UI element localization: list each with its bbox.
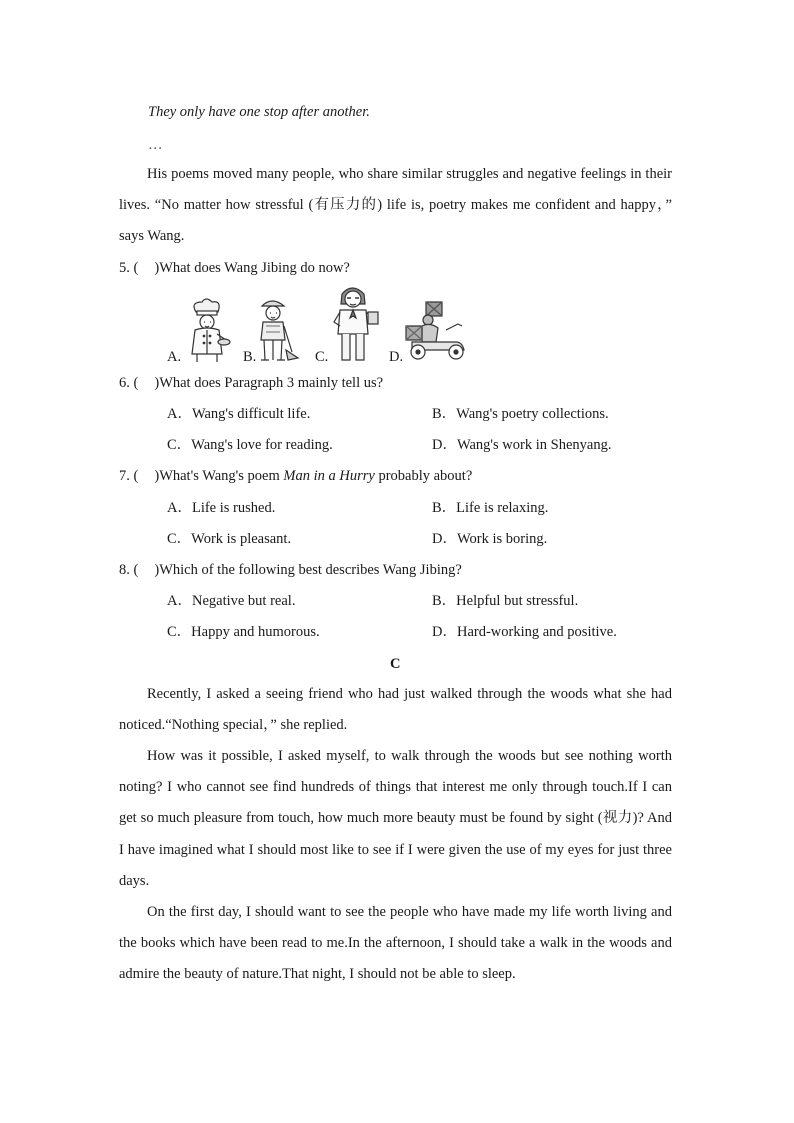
ellipsis: … [148,137,163,153]
passage-b-paragraph: His poems moved many people, who share similar struggles and negative feelings in their lives. “No matter how stressful (有压力的) life is, poetry makes me confident and happy，” says Wang. [119,166,672,245]
q5-option-b-letter: B. [243,349,257,365]
passage-c-paragraph-3: On the first day, I should want to see the people who have made my life worth living and the books which have been read to me.In the afternoon, I should take a walk in the woods and admire the beauty of nature.That night, I should not be able to sleep. [119,904,672,983]
q6-option-a[interactable]: A．Wang's difficult life. [167,406,311,422]
chef-icon [180,298,232,364]
q8-option-c[interactable]: C．Happy and humorous. [167,624,320,640]
section-c-heading: C [390,656,401,672]
q7-option-b[interactable]: B．Life is relaxing. [432,500,549,516]
q8-option-a[interactable]: A．Negative but real. [167,593,296,609]
passage-c-paragraph-2: How was it possible, I asked myself, to walk through the woods but see nothing worth noting? I who cannot see find hundreds of things that interest me only through touch.If I can get so much pleasure from touch, how much more beauty must be found by sight (视力)? And I have imagined what I should most like to see if I were given the use of my eyes for just three days. [119,748,672,889]
passage-c-paragraph-1: Recently, I asked a seeing friend who had just walked through the woods what she had noticed.“Nothing special，” she replied. [119,686,672,734]
question-8: 8. ( )Which of the following best describes Wang Jibing? [119,562,462,578]
q6-option-d[interactable]: D．Wang's work in Shenyang. [432,437,612,453]
poem-line: They only have one stop after another. [148,104,370,120]
teacher-icon [326,282,380,362]
q8-option-b[interactable]: B．Helpful but stressful. [432,593,579,609]
q7-option-d[interactable]: D．Work is boring. [432,531,548,547]
q7-option-c[interactable]: C．Work is pleasant. [167,531,292,547]
q5-option-a-letter: A. [167,349,182,365]
q5-option-d-letter: D. [389,349,404,365]
q6-option-c[interactable]: C．Wang's love for reading. [167,437,333,453]
q6-option-b[interactable]: B．Wang's poetry collections. [432,406,609,422]
q7-option-a[interactable]: A．Life is rushed. [167,500,276,516]
question-7: 7. ( )What's Wang's poem Man in a Hurry probably about? [119,468,473,484]
street-cleaner-icon [254,296,300,364]
q5-option-c-letter: C. [315,349,329,365]
question-5: 5. ( )What does Wang Jibing do now? [119,260,350,276]
q8-option-d[interactable]: D．Hard-working and positive. [432,624,617,640]
question-6: 6. ( )What does Paragraph 3 mainly tell us? [119,375,384,391]
delivery-rider-icon [402,298,470,362]
